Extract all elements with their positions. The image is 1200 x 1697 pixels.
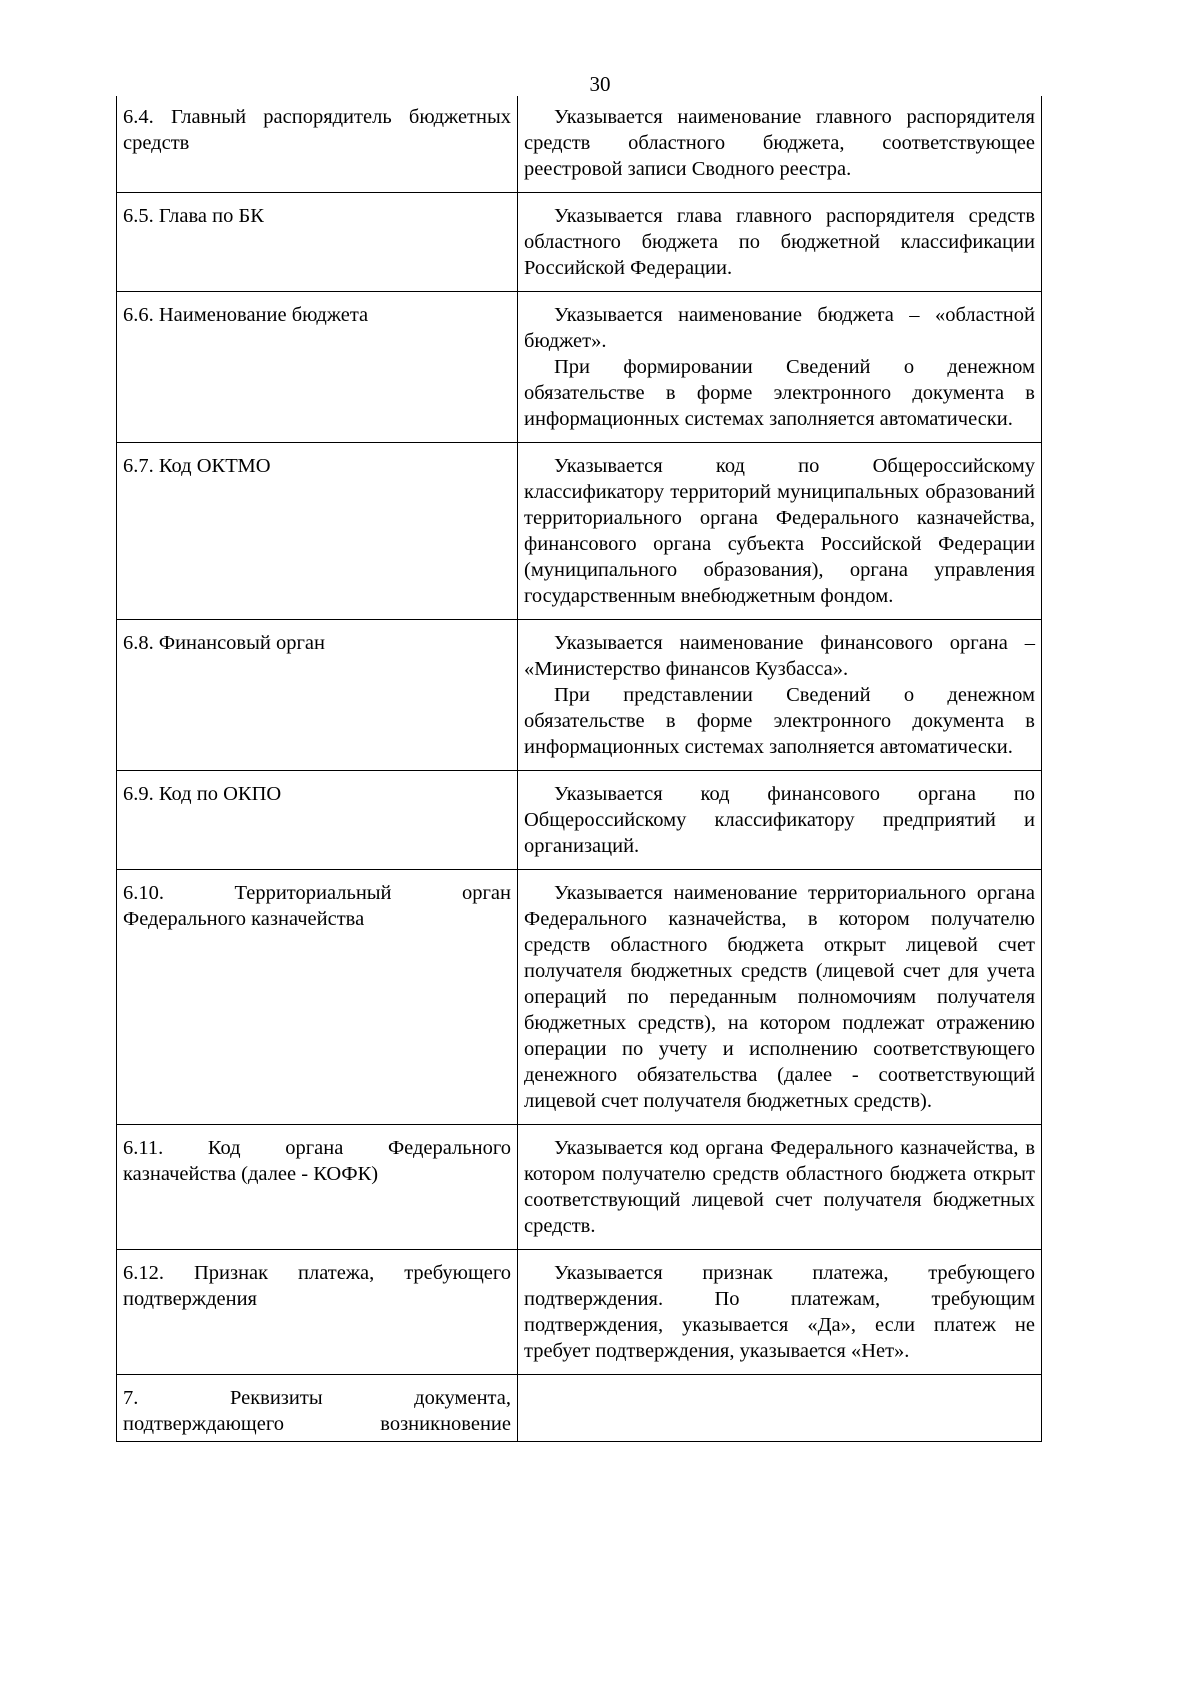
table-row <box>117 1250 1042 1375</box>
field-description-cell <box>518 870 1042 1125</box>
field-description-cell <box>518 1125 1042 1250</box>
field-description-cell <box>518 443 1042 620</box>
table-row <box>117 292 1042 443</box>
field-name-cell <box>117 620 518 771</box>
description-paragraph: Указывается наименование финансового органа – «Министерство финансов Кузбасса». <box>524 632 1035 680</box>
description-paragraph: Указывается код по Общероссийскому классификатору территорий муниципальных образований территориального органа Федерального казначейства, финансового органа субъекта Российской Федерации (муниципального образования), органа управления государственным внебюджетным фондом. <box>524 455 1035 607</box>
field-name-line: 7. Реквизиты документа, <box>123 1387 511 1409</box>
field-name-line: 6.4. Главный распорядитель бюджетных <box>123 106 511 128</box>
table-row <box>117 443 1042 620</box>
table-row <box>117 96 1042 193</box>
field-name-line: подтверждения <box>123 1288 257 1310</box>
field-name-cell <box>117 443 518 620</box>
field-name-line: подтверждающего возникновение <box>123 1413 511 1435</box>
field-description-cell <box>518 96 1042 193</box>
field-name-cell <box>117 1125 518 1250</box>
field-name-cell <box>117 870 518 1125</box>
description-paragraph: Указывается признак платежа, требующего подтверждения. По платежам, требующим подтверждения, указывается «Да», если платеж не требует подтверждения, указывается «Нет». <box>524 1262 1035 1362</box>
field-name-cell <box>117 771 518 870</box>
table-row <box>117 870 1042 1125</box>
field-description-cell <box>518 620 1042 771</box>
field-name-line: 6.5. Глава по БК <box>123 205 264 227</box>
field-description-cell <box>518 193 1042 292</box>
field-name-line: 6.8. Финансовый орган <box>123 632 325 654</box>
field-name-cell <box>117 292 518 443</box>
description-paragraph: Указывается наименование бюджета – «областной бюджет». <box>524 304 1035 352</box>
requisites-table <box>116 96 1042 1442</box>
field-name-cell <box>117 96 518 193</box>
field-name-line: 6.11. Код органа Федерального <box>123 1137 511 1159</box>
field-name-line: 6.12. Признак платежа, требующего <box>123 1262 511 1284</box>
description-paragraph: При формировании Сведений о денежном обязательстве в форме электронного документа в информационных системах заполняется автоматически. <box>524 356 1035 430</box>
field-name-line: казначейства (далее - КОФК) <box>123 1163 379 1185</box>
field-name-line: 6.10. Территориальный орган <box>123 882 511 904</box>
field-name-cell <box>117 1250 518 1375</box>
description-paragraph: Указывается наименование территориального органа Федерального казначейства, в котором получателю средств областного бюджета открыт лицевой счет получателя бюджетных средств (лицевой счет для учета операций по переданным полномочиям получателя бюджетных средств), на котором подлежат отражению операции по учету и исполнению соответствующего денежного обязательства (далее - соответствующий лицевой счет получателя бюджетных средств). <box>524 882 1035 1112</box>
field-description-cell <box>518 771 1042 870</box>
field-description-cell <box>518 1375 1042 1442</box>
description-paragraph: При представлении Сведений о денежном обязательстве в форме электронного документа в информационных системах заполняется автоматически. <box>524 684 1035 758</box>
description-paragraph: Указывается глава главного распорядителя средств областного бюджета по бюджетной классификации Российской Федерации. <box>524 205 1035 279</box>
field-name-cell <box>117 193 518 292</box>
table-row <box>117 771 1042 870</box>
field-description-cell <box>518 1250 1042 1375</box>
field-description-cell <box>518 292 1042 443</box>
field-name-line: Федерального казначейства <box>123 908 365 930</box>
table-row <box>117 1125 1042 1250</box>
description-paragraph: Указывается код органа Федерального казначейства, в котором получателю средств областного бюджета открыт соответствующий лицевой счет получателя бюджетных средств. <box>524 1137 1035 1237</box>
field-name-line: 6.9. Код по ОКПО <box>123 783 282 805</box>
table-row <box>117 620 1042 771</box>
table-row <box>117 193 1042 292</box>
table-row <box>117 1375 1042 1442</box>
field-name-line: 6.6. Наименование бюджета <box>123 304 369 326</box>
field-name-line: 6.7. Код ОКТМО <box>123 455 271 477</box>
page-number: 30 <box>589 72 611 96</box>
field-name-line: средств <box>123 132 190 154</box>
description-paragraph: Указывается код финансового органа по Общероссийскому классификатору предприятий и организаций. <box>524 783 1035 857</box>
field-name-cell <box>117 1375 518 1442</box>
description-paragraph: Указывается наименование главного распорядителя средств областного бюджета, соответствующее реестровой записи Сводного реестра. <box>524 106 1035 180</box>
